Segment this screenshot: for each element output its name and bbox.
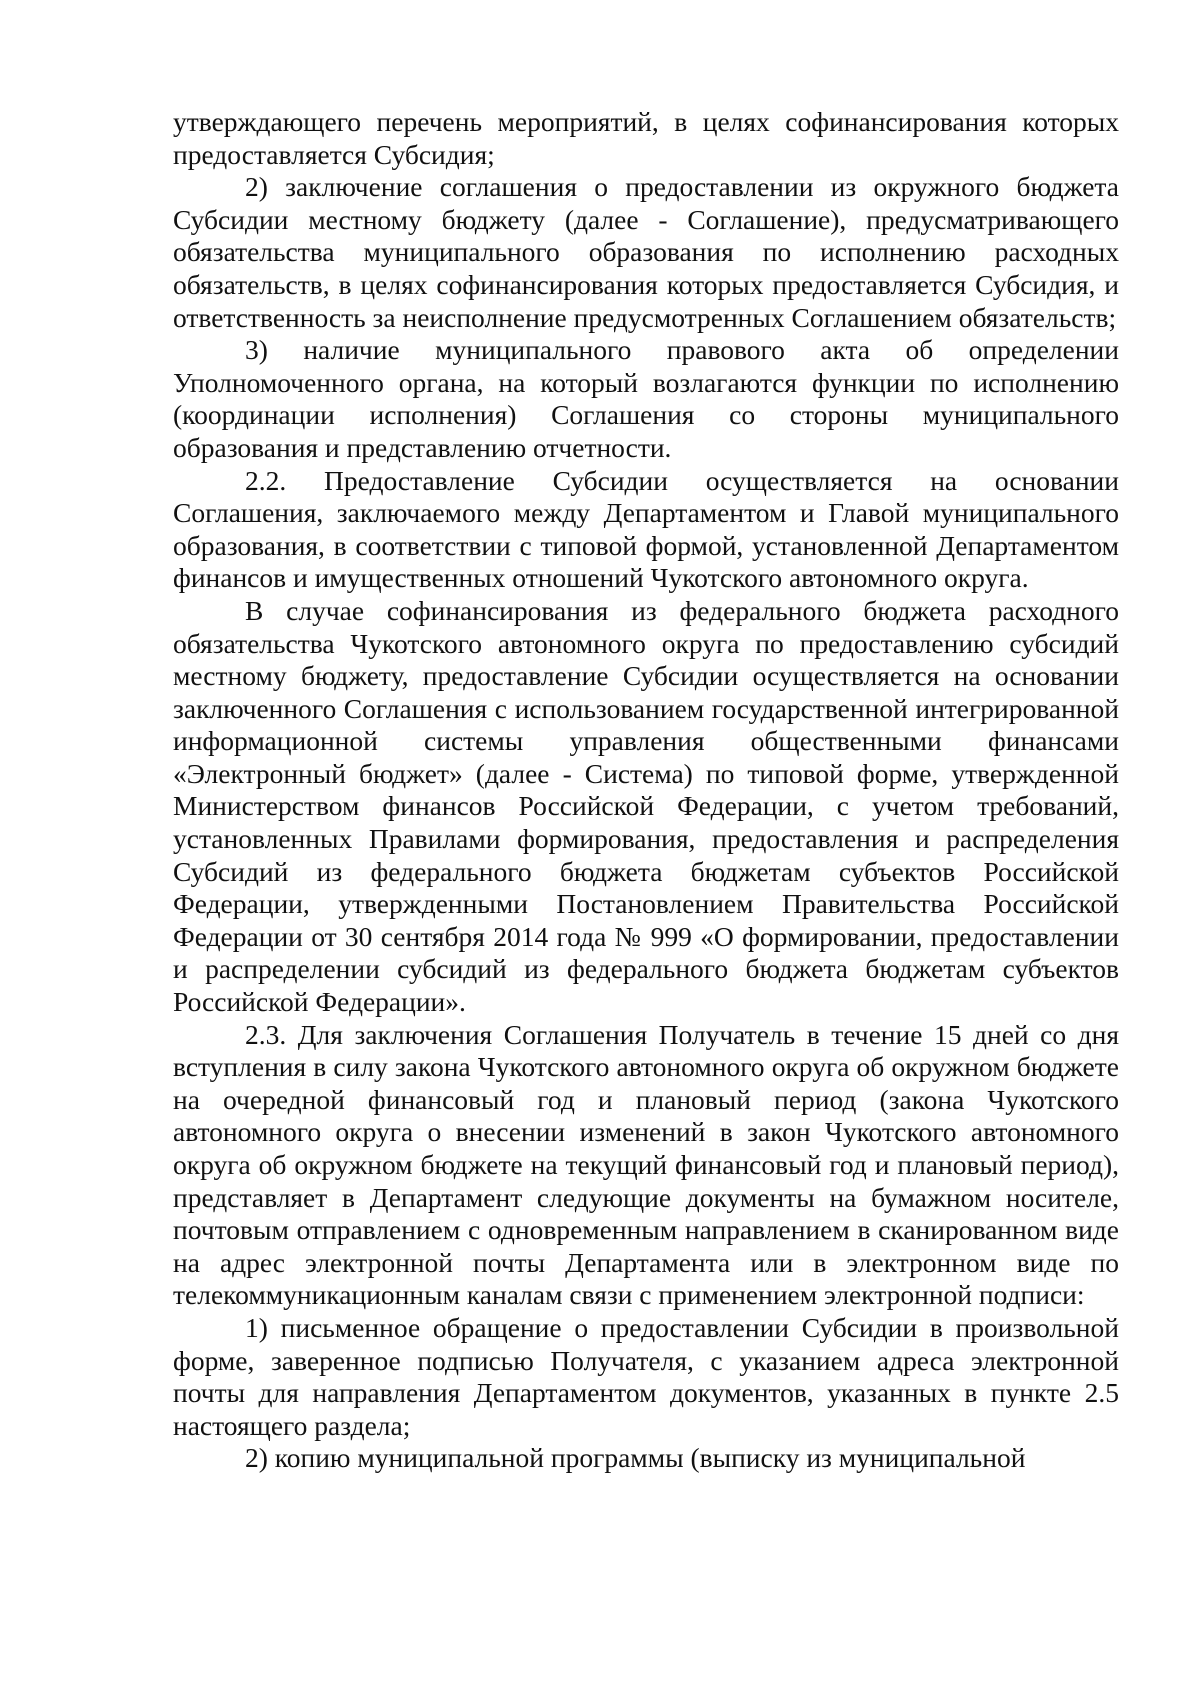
paragraph-item-1-request: 1) письменное обращение о предоставлении Субсидии в произвольной форме, заверенное подписью Получателя, с указанием адреса электронной почты для направления Департаментом документов, указанных в пункте 2.5 настоящего раздела; [173, 1311, 1119, 1441]
paragraph-continuation: утверждающего перечень мероприятий, в целях софинансирования которых предоставляется Субсидия; [173, 106, 1119, 170]
paragraph-2-3: 2.3. Для заключения Соглашения Получатель в течение 15 дней со дня вступления в силу закона Чукотского автономного округа об окружном бюджете на очередной финансовый год и плановый период (закона Чукотского автономного округа о внесении изменений в закон Чукотского автономного округа об окружном бюджете на текущий финансовый год и плановый период), представляет в Департамент следующие документы на бумажном носителе, почтовым отправлением с одновременным направлением в сканированном виде на адрес электронной почты Департамента или в электронном виде по телекоммуникационным каналам связи с применением электронной подписи: [173, 1018, 1119, 1311]
paragraph-item-3-legal-act: 3) наличие муниципального правового акта об определении Уполномоченного органа, на который возлагаются функции по исполнению (координации исполнения) Соглашения со стороны муниципального образования и представлению отчетности. [173, 334, 1119, 463]
paragraph-item-2-agreement: 2) заключение соглашения о предоставлении из окружного бюджета Субсидии местному бюджету (далее - Соглашение), предусматривающего обязательства муниципального образования по исполнению расходных обязательств, в целях софинансирования которых предоставляется Субсидия, и ответственность за неисполнение предусмотренных Соглашением обязательств; [173, 171, 1119, 333]
paragraph-item-2-program-copy: 2) копию муниципальной программы (выписку из муниципальной [245, 1442, 1026, 1474]
paragraph-federal-cofinancing: В случае софинансирования из федерального бюджета расходного обязательства Чукотского автономного округа по предоставлению субсидий местному бюджету, предоставление Субсидии осуществляется на основании заключенного Соглашения с использованием государственной интегрированной информационной системы управления общественными финансами «Электронный бюджет» (далее - Система) по типовой форме, утвержденной Министерством финансов Российской Федерации, с учетом требований, установленных Правилами формирования, предоставления и распределения Субсидий из федерального бюджета бюджетам субъектов Российской Федерации, утвержденными Постановлением Правительства Российской Федерации от 30 сентября 2014 года № 999 «О формировании, предоставлении и распределении субсидий из федерального бюджета бюджетам субъектов Российской Федерации». [173, 594, 1119, 1018]
document-page [173, 106, 1119, 1475]
paragraph-2-2: 2.2. Предоставление Субсидии осуществляется на основании Соглашения, заключаемого между Департаментом и Главой муниципального образования, в соответствии с типовой формой, установленной Департаментом финансов и имущественных отношений Чукотского автономного округа. [173, 464, 1119, 594]
